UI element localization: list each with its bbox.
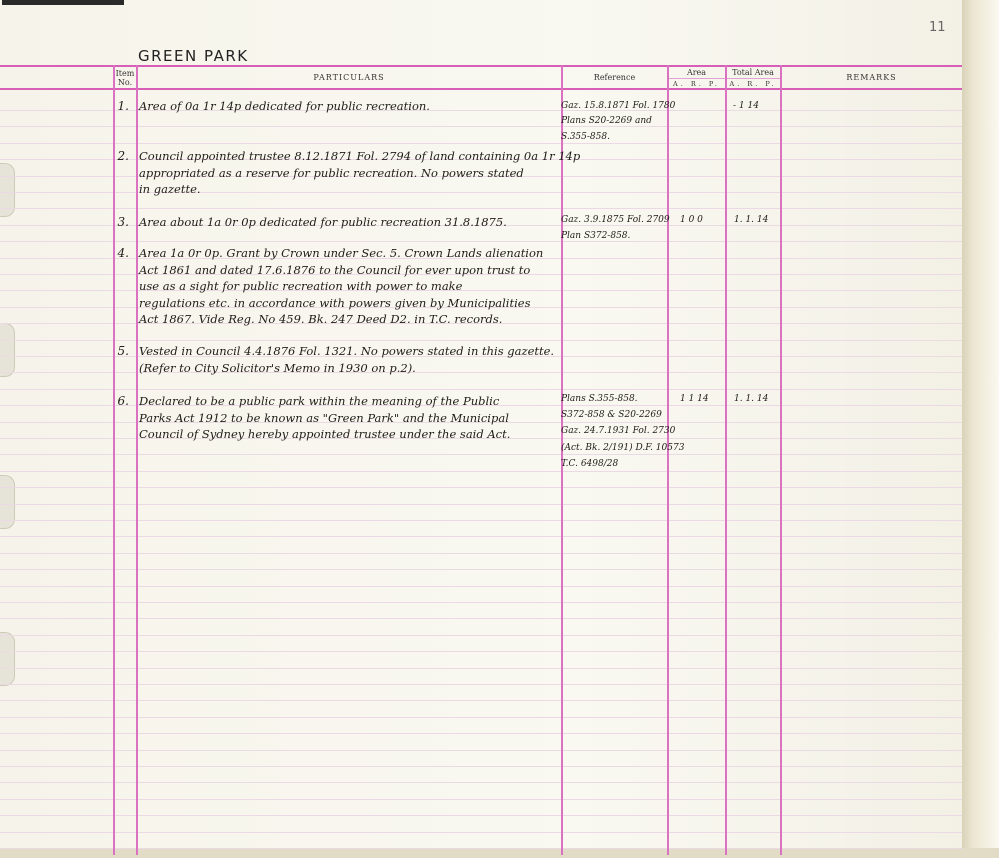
page-title: GREEN PARK bbox=[138, 47, 249, 65]
corner-scan-mark bbox=[2, 0, 124, 5]
entry-particulars-line: Declared to be a public park within the meaning of the Public bbox=[139, 394, 500, 408]
entry-particulars-line: appropriated as a reserve for public recreation. No powers stated bbox=[139, 166, 524, 180]
binder-hole bbox=[0, 323, 15, 377]
ruled-line bbox=[0, 782, 962, 783]
entry-total-area: 1. 1. 14 bbox=[734, 394, 769, 404]
ruled-line bbox=[0, 208, 962, 209]
entry-particulars-line: Council of Sydney hereby appointed trustee under the said Act. bbox=[139, 427, 511, 441]
total-area-column-rule bbox=[725, 65, 727, 855]
header-area: Area bbox=[686, 68, 707, 77]
header-area-units: A. R. P. bbox=[673, 80, 720, 88]
header-remarks: REMARKS bbox=[846, 73, 897, 82]
ruled-line bbox=[0, 618, 962, 619]
area-column-rule bbox=[667, 65, 669, 855]
ruled-line bbox=[0, 832, 962, 833]
entry-reference-line: S.355-858. bbox=[561, 132, 610, 142]
entry-reference-line: Gaz. 15.8.1871 Fol. 1780 bbox=[561, 101, 676, 111]
entry-particulars-line: use as a sight for public recreation with power to make bbox=[139, 279, 463, 293]
entry-total-area: - 1 14 bbox=[733, 101, 759, 111]
ruled-line bbox=[0, 717, 962, 718]
entry-reference-line: Gaz. 24.7.1931 Fol. 2730 bbox=[561, 426, 676, 436]
ruled-line bbox=[0, 799, 962, 800]
particulars-column-rule bbox=[136, 65, 138, 855]
ruled-line bbox=[0, 487, 962, 488]
entry-item-number: 1. bbox=[117, 99, 129, 113]
entry-particulars-line: Area about 1a 0r 0p dedicated for public recreation 31.8.1875. bbox=[139, 215, 507, 229]
entry-total-area: 1. 1. 14 bbox=[734, 215, 769, 225]
header-reference: Reference bbox=[593, 73, 636, 82]
ruled-line bbox=[0, 684, 962, 685]
entry-reference-line: (Act. Bk. 2/191) D.F. 10573 bbox=[561, 443, 685, 453]
ruled-line bbox=[0, 143, 962, 144]
entry-particulars-line: Act 1867. Vide Reg. No 459. Bk. 247 Deed D2. in T.C. records. bbox=[139, 312, 503, 326]
ruled-line bbox=[0, 586, 962, 587]
ruled-line bbox=[0, 471, 962, 472]
entry-item-number: 3. bbox=[117, 215, 129, 229]
ruled-line bbox=[0, 536, 962, 537]
entry-particulars-line: Parks Act 1912 to be known as "Green Park" and the Municipal bbox=[139, 411, 509, 425]
entry-particulars-line: Vested in Council 4.4.1876 Fol. 1321. No powers stated in this gazette. bbox=[139, 344, 555, 358]
entry-reference-line: Gaz. 3.9.1875 Fol. 2709 bbox=[561, 215, 670, 225]
ruled-line bbox=[0, 668, 962, 669]
ruled-line bbox=[0, 569, 962, 570]
remarks-column-rule bbox=[780, 65, 782, 855]
ruled-line bbox=[0, 340, 962, 341]
page-number: 11 bbox=[929, 20, 946, 35]
ruled-line bbox=[0, 815, 962, 816]
ruled-line bbox=[0, 454, 962, 455]
ruled-line bbox=[0, 733, 962, 734]
page-bottom-edge bbox=[0, 848, 999, 858]
page-edge bbox=[962, 0, 999, 858]
entry-particulars-line: Area of 0a 1r 14p dedicated for public recreation. bbox=[139, 99, 430, 113]
item-column-rule bbox=[113, 65, 115, 855]
entry-particulars-line: Area 1a 0r 0p. Grant by Crown under Sec. 5. Crown Lands alienation bbox=[139, 246, 544, 260]
binder-hole bbox=[0, 632, 15, 686]
header-item-no: Item No. bbox=[115, 69, 135, 87]
entry-area: 1 0 0 bbox=[680, 215, 703, 225]
ruled-line bbox=[0, 126, 962, 127]
entry-item-number: 6. bbox=[117, 394, 129, 408]
entry-reference-line: Plan S372-858. bbox=[561, 231, 631, 241]
header-total-units: A. R. P. bbox=[729, 80, 777, 88]
entry-particulars-line: Council appointed trustee 8.12.1871 Fol. 2794 of land containing 0a 1r 14p bbox=[139, 149, 581, 163]
header-total-area: Total Area bbox=[732, 68, 774, 77]
ruled-line bbox=[0, 848, 962, 849]
header-bottom-rule bbox=[0, 88, 962, 90]
header-particulars: PARTICULARS bbox=[313, 73, 385, 82]
ruled-line bbox=[0, 553, 962, 554]
ruled-line bbox=[0, 602, 962, 603]
ruled-line bbox=[0, 700, 962, 701]
ruled-line bbox=[0, 766, 962, 767]
entry-particulars-line: in gazette. bbox=[139, 182, 201, 196]
ruled-line bbox=[0, 750, 962, 751]
entry-reference-line: S372-858 & S20-2269 bbox=[561, 410, 662, 420]
ruled-line bbox=[0, 389, 962, 390]
ruled-line bbox=[0, 241, 962, 242]
entry-reference-line: Plans S.355-858. bbox=[561, 394, 638, 404]
entry-item-number: 2. bbox=[117, 149, 129, 163]
entry-particulars-line: Act 1861 and dated 17.6.1876 to the Council for ever upon trust to bbox=[139, 263, 531, 277]
entry-area: 1 1 14 bbox=[680, 394, 709, 404]
ruled-line bbox=[0, 651, 962, 652]
ruled-line bbox=[0, 635, 962, 636]
entry-particulars-line: regulations etc. in accordance with powers given by Municipalities bbox=[139, 296, 531, 310]
entry-reference-line: T.C. 6498/28 bbox=[561, 459, 619, 469]
ruled-line bbox=[0, 520, 962, 521]
entry-item-number: 5. bbox=[117, 344, 129, 358]
ruled-line bbox=[0, 504, 962, 505]
entry-reference-line: Plans S20-2269 and bbox=[561, 116, 652, 126]
entry-particulars-line: (Refer to City Solicitor's Memo in 1930 on p.2). bbox=[139, 361, 416, 375]
entry-item-number: 4. bbox=[117, 246, 129, 260]
header-top-rule bbox=[0, 65, 962, 67]
